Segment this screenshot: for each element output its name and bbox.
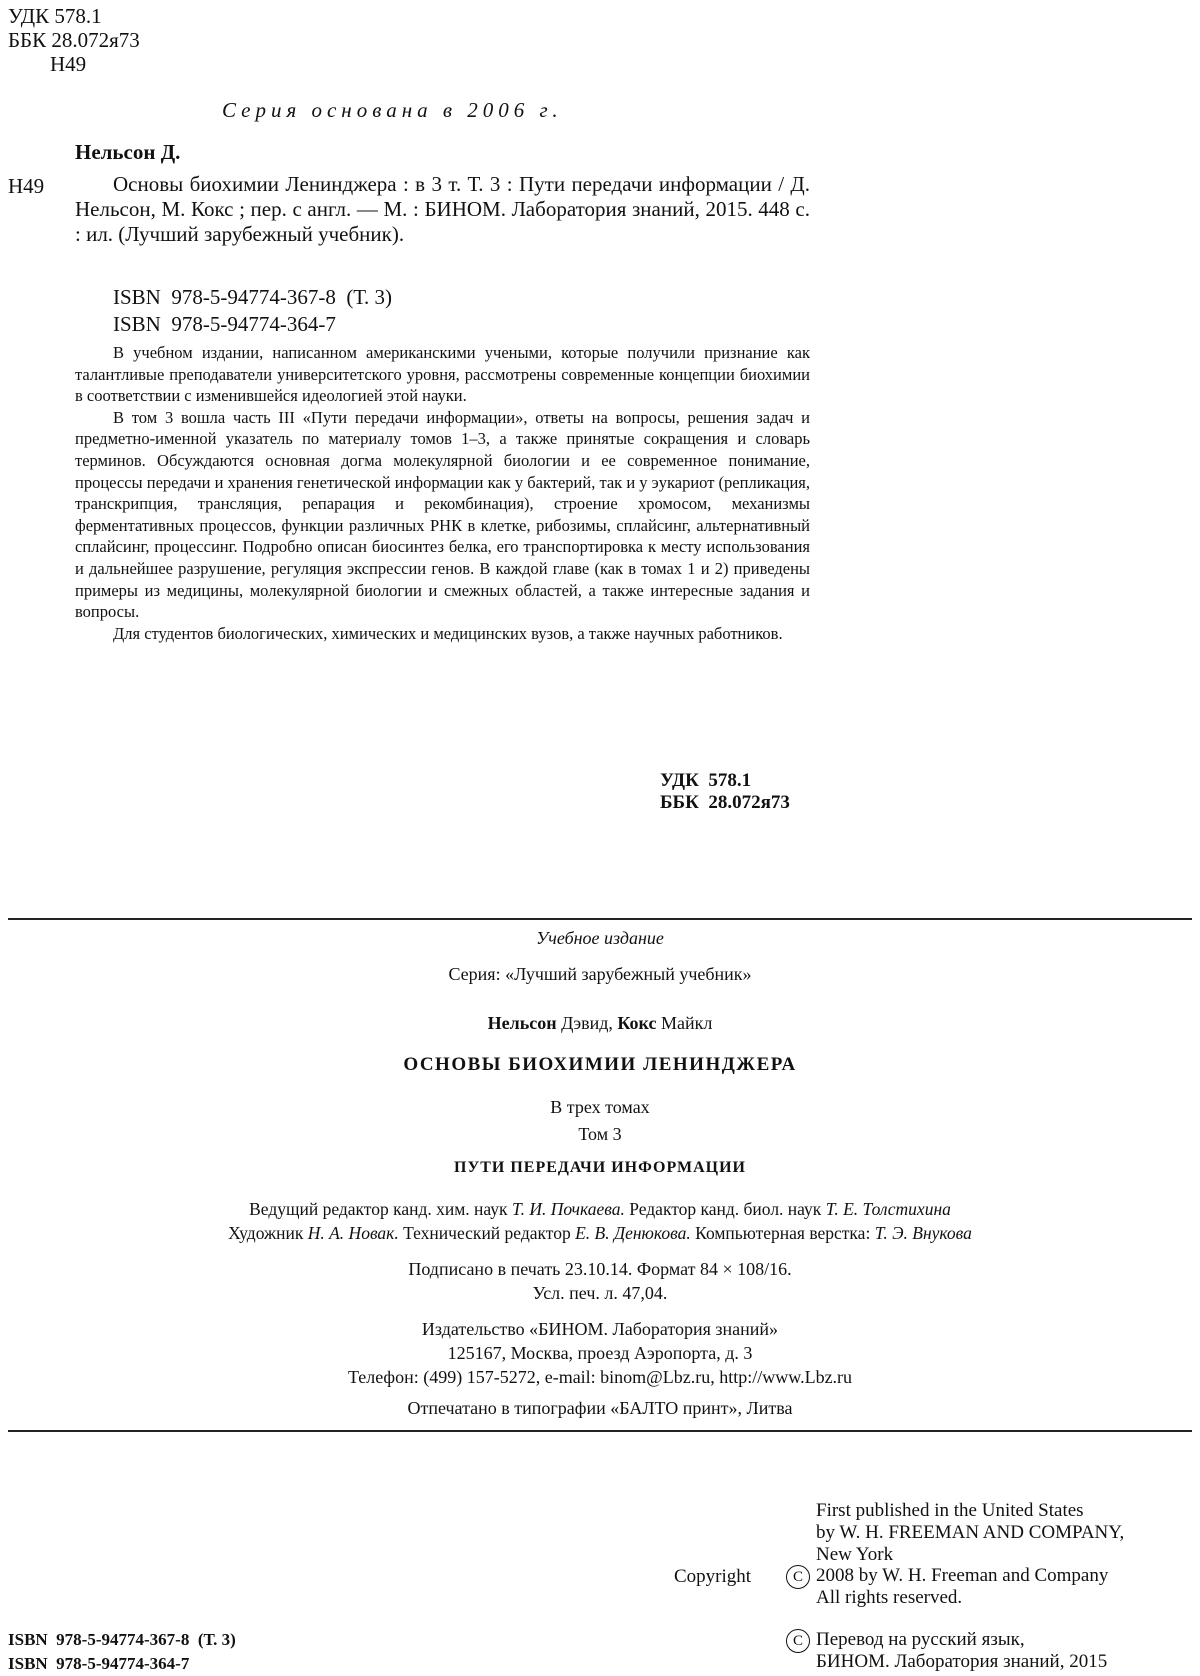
author-cipher: Н49 bbox=[8, 174, 45, 198]
author1-name: Дэвид, bbox=[561, 1013, 613, 1033]
publisher-info bbox=[8, 1317, 1192, 1389]
tech-editor-label: Технический редактор bbox=[403, 1223, 571, 1243]
editors-line bbox=[8, 1197, 1192, 1221]
lead-editor-name: Т. И. Почкаева. bbox=[511, 1199, 625, 1219]
translation-line: Перевод на русский язык, bbox=[816, 1629, 1025, 1650]
lead-editor-label: Ведущий редактор канд. хим. наук bbox=[249, 1199, 508, 1219]
print-signing-info bbox=[8, 1257, 1192, 1305]
editor-name: Т. Е. Толстихина bbox=[825, 1199, 951, 1219]
publisher-address: 125167, Москва, проезд Аэропорта, д. 3 bbox=[447, 1343, 753, 1363]
book-title: ОСНОВЫ БИОХИМИИ ЛЕНИНДЖЕРА bbox=[403, 1054, 797, 1075]
translation-line: БИНОМ. Лаборатория знаний, 2015 bbox=[816, 1650, 1108, 1672]
udk-line: УДК 578.1 bbox=[8, 4, 102, 28]
publisher-name: Издательство «БИНОМ. Лаборатория знаний» bbox=[421, 1319, 779, 1339]
volumes-info bbox=[8, 1094, 1192, 1148]
first-pub-line: All rights reserved. bbox=[816, 1587, 963, 1609]
series-founded-note: Серия основана в 2006 г. bbox=[222, 98, 563, 122]
editorial-staff bbox=[8, 1197, 1192, 1245]
isbn-block-bottom bbox=[8, 1628, 236, 1676]
isbn-set: ISBN 978-5-94774-364-7 bbox=[113, 312, 336, 336]
print-sheets-line: Усл. печ. л. 47,04. bbox=[532, 1283, 668, 1303]
authors-line bbox=[8, 1013, 1192, 1034]
first-pub-line: New York bbox=[816, 1543, 894, 1565]
author2-surname: Кокс bbox=[617, 1013, 657, 1033]
author1-surname: Нельсон bbox=[487, 1013, 557, 1033]
copyright-icon: C bbox=[780, 1629, 810, 1653]
isbn-block-top bbox=[113, 284, 392, 338]
copyright-label: Copyright bbox=[674, 1566, 752, 1587]
copyright-icon: C bbox=[780, 1565, 810, 1589]
series-name: Серия: «Лучший зарубежный учебник» bbox=[448, 964, 752, 984]
abstract-paragraph: В учебном издании, написанном американскими учеными, которые получили признание как талантливые преподаватели университетского уровня, рассмотрены современные концепции биохимии в соответствии с изменившейся идеологией этой науки. bbox=[75, 343, 810, 406]
production-line bbox=[8, 1221, 1192, 1245]
bibliographic-description: Основы биохимии Ленинджера : в 3 т. Т. 3 : Пути передачи информации / Д. Нельсон, М. Кокс ; пер. с англ. — М. : БИНОМ. Лаборатория знаний, 2015. 448 с. : ил. (Лучший зарубежный учебник). bbox=[75, 172, 810, 246]
udk-line: УДК 578.1 bbox=[660, 770, 752, 791]
volumes-line: В трех томах bbox=[550, 1097, 650, 1117]
original-publication-info bbox=[816, 1500, 1124, 1609]
author-heading: Нельсон Д. bbox=[75, 140, 181, 164]
editor-label: Редактор канд. биол. наук bbox=[629, 1199, 822, 1219]
udk-classification-right bbox=[660, 770, 790, 814]
udk-classification-top bbox=[8, 4, 140, 76]
signed-line: Подписано в печать 23.10.14. Формат 84 × 108/16. bbox=[408, 1259, 792, 1279]
author2-name: Майкл bbox=[660, 1013, 713, 1033]
printing-house: Отпечатано в типографии «БАЛТО принт», Литва bbox=[407, 1398, 793, 1418]
publisher-contacts: Телефон: (499) 157-5272, e-mail: binom@Lbz.ru, http://www.Lbz.ru bbox=[347, 1367, 853, 1387]
first-pub-line: by W. H. FREEMAN AND COMPANY, bbox=[816, 1521, 1125, 1543]
first-pub-line: First published in the United States bbox=[816, 1500, 1084, 1521]
tech-editor-name: Е. В. Денюкова. bbox=[575, 1223, 691, 1243]
abstract bbox=[75, 342, 810, 644]
imprint-top-rule bbox=[8, 918, 1192, 920]
layout-label: Компьютерная верстка: bbox=[695, 1223, 871, 1243]
isbn-set: ISBN 978-5-94774-364-7 bbox=[8, 1654, 190, 1673]
imprint-bottom-rule bbox=[8, 1430, 1192, 1432]
volume-line: Том 3 bbox=[578, 1124, 622, 1144]
artist-name: Н. А. Новак. bbox=[307, 1223, 399, 1243]
abstract-paragraph: Для студентов биологических, химических и медицинских вузов, а также научных работников. bbox=[113, 623, 783, 643]
translation-copyright bbox=[816, 1629, 1107, 1673]
first-pub-line: 2008 by W. H. Freeman and Company bbox=[816, 1565, 1109, 1587]
author-sign-line: Н49 bbox=[8, 52, 87, 76]
layout-name: Т. Э. Внукова bbox=[874, 1223, 972, 1243]
bbk-line: ББК 28.072я73 bbox=[660, 792, 790, 813]
artist-label: Художник bbox=[228, 1223, 304, 1243]
volume-subtitle: ПУТИ ПЕРЕДАЧИ ИНФОРМАЦИИ bbox=[454, 1159, 746, 1176]
isbn-volume: ISBN 978-5-94774-367-8 (Т. 3) bbox=[8, 1630, 236, 1649]
abstract-paragraph: В том 3 вошла часть III «Пути передачи информации», ответы на вопросы, решения задач и предметно-именной указатель по материалу томов 1–3, а также принятые сокращения и словарь терминов. Обсуждаются основная догма молекулярной биологии и ее современное понимание, процессы передачи и хранения генетической информации как у бактерий, так и у эукариот (репликация, транскрипция, трансляция, репарация и рекомбинация), строение хромосом, механизмы ферментативных процессов, функции различных РНК в клетке, рибозимы, сплайсинг, альтернативный сплайсинг, процессинг. Подробно описан биосинтез белка, его транспортировка к месту использования и дальнейшее разрушение, регуляция экспрессии генов. В каждой главе (как в томах 1 и 2) приведены примеры из медицины, молекулярной биологии и смежных областей, а также интересные задания и вопросы. bbox=[75, 407, 810, 622]
edition-type: Учебное издание bbox=[536, 928, 664, 948]
isbn-volume: ISBN 978-5-94774-367-8 (Т. 3) bbox=[113, 285, 393, 309]
bbk-line: ББК 28.072я73 bbox=[8, 28, 140, 52]
